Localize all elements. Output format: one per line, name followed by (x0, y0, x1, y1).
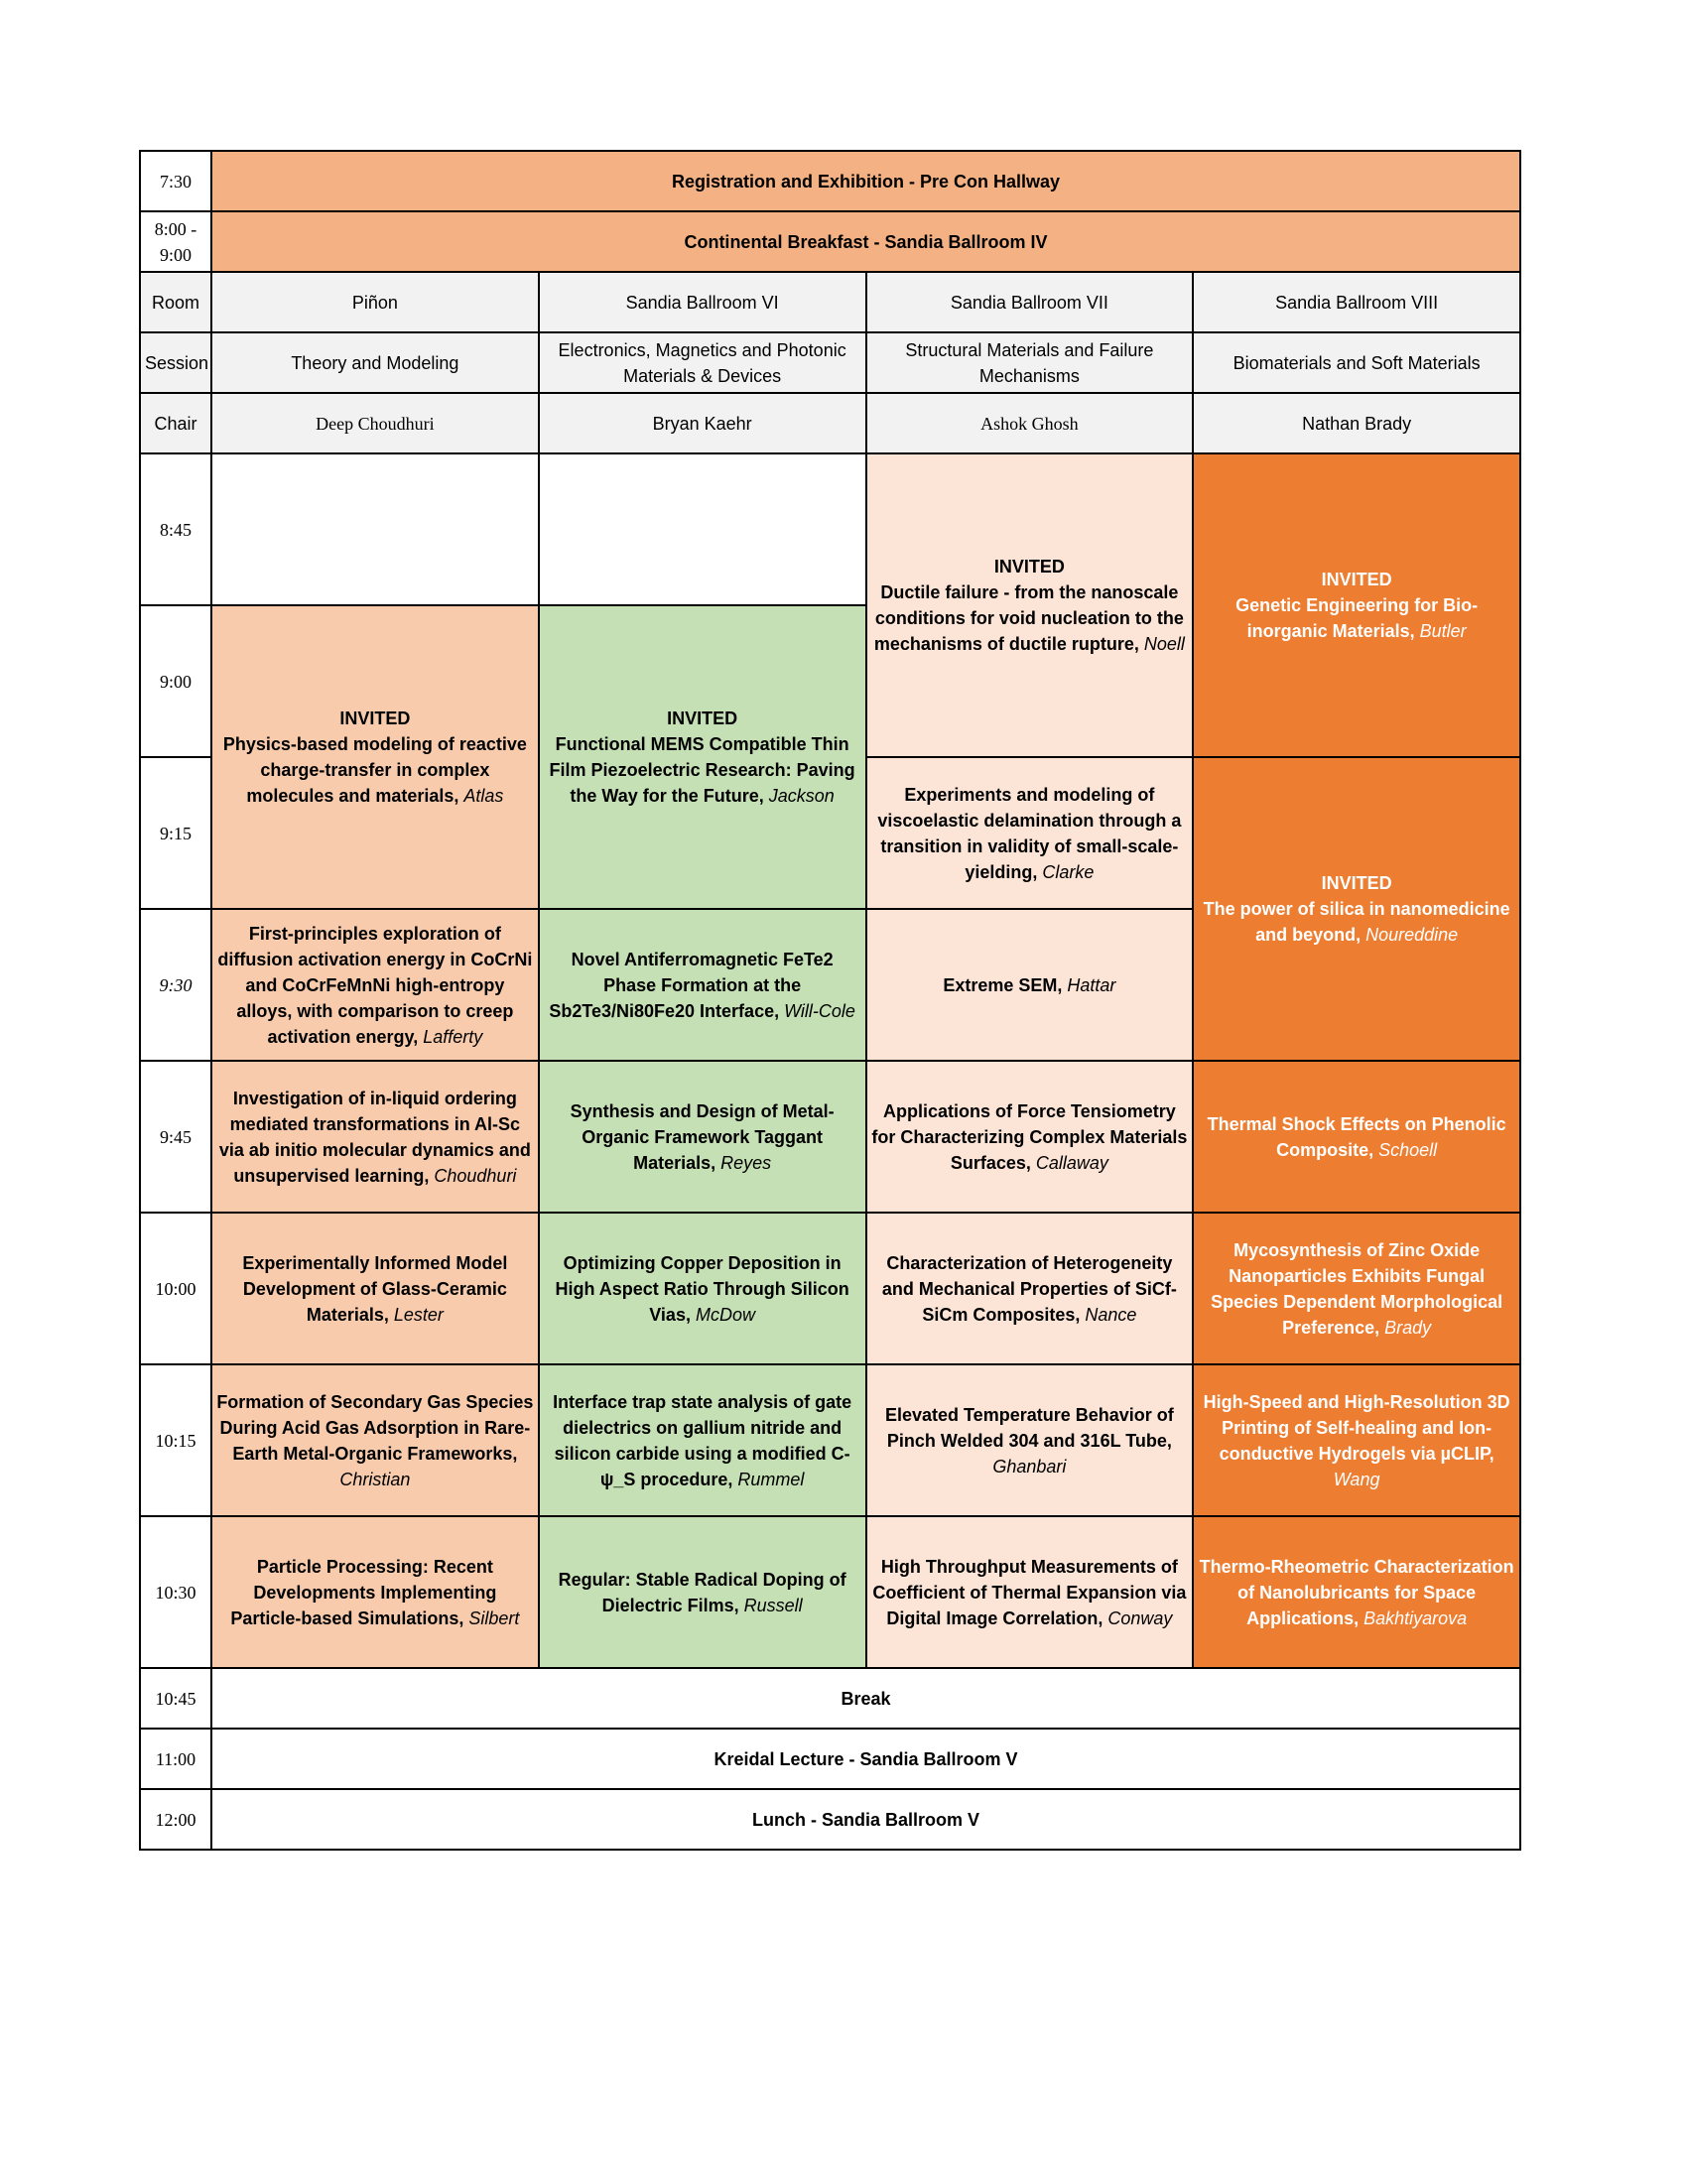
talk-author: Jackson (768, 786, 835, 806)
talk-entry (1198, 1111, 1515, 1163)
slot-row-1000 (140, 1213, 1520, 1364)
chair-row (140, 393, 1520, 453)
talk-author: Ghanbari (992, 1456, 1067, 1477)
talk-title: Thermal Shock Effects on Phenolic Composite, (1207, 1113, 1506, 1160)
talk-entry (544, 1098, 861, 1176)
talk-cell (211, 1213, 539, 1364)
talk-cell (866, 453, 1194, 757)
talk-cell (211, 605, 539, 909)
talk-title: Physics-based modeling of reactive charge-transfer in complex molecules and materials, (222, 734, 527, 806)
talk-author: Noureddine (1365, 925, 1459, 945)
slot-row-1030 (140, 1516, 1520, 1668)
invited-label: INVITED (1321, 873, 1392, 893)
talk-title: Optimizing Copper Deposition in High Aspect Ratio Through Silicon Vias, (555, 1252, 849, 1325)
talk-author: Rummel (737, 1469, 805, 1489)
talk-title: High-Speed and High-Resolution 3D Printing of Self-healing and Ion-conductive Hydrogels via µCLIP, (1203, 1391, 1510, 1464)
talk-cell (1193, 1516, 1520, 1668)
breakfast-row (140, 211, 1520, 272)
talk-title: Investigation of in-liquid ordering mediated transformations in Al-Sc via ab initio molecular dynamics and unsupervised learning, (218, 1088, 531, 1186)
talk-entry (1198, 896, 1515, 948)
talk-title: Experiments and modeling of viscoelastic delamination through a transition in validity of small-scale-yielding, (877, 784, 1182, 882)
talk-author: Lester (393, 1304, 444, 1325)
schedule-table (139, 150, 1521, 1851)
registration-banner: Registration and Exhibition - Pre Con Hallway (211, 151, 1520, 211)
talk-entry (1198, 1389, 1515, 1492)
time-cell: 9:30 (140, 909, 211, 1061)
talk-cell (1193, 453, 1520, 757)
talk-cell (539, 1213, 866, 1364)
talk-cell (866, 1061, 1194, 1213)
time-cell: 9:00 (140, 605, 211, 757)
talk-title: Synthesis and Design of Metal-Organic Framework Taggant Materials, (570, 1100, 835, 1173)
talk-cell (866, 909, 1194, 1061)
talk-entry (871, 1554, 1189, 1631)
empty-cell (211, 453, 539, 605)
talk-cell (866, 757, 1194, 909)
talk-entry (216, 1554, 534, 1631)
talk-entry (216, 731, 534, 809)
talk-cell (1193, 1061, 1520, 1213)
talk-entry (216, 1250, 534, 1328)
talk-title: Interface trap state analysis of gate dielectrics on gallium nitride and silicon carbide using a modified C-ψ_S procedure, (553, 1391, 852, 1489)
talk-author: Russell (743, 1595, 803, 1615)
breakfast-banner: Continental Breakfast - Sandia Ballroom IV (211, 211, 1520, 272)
talk-cell (211, 1061, 539, 1213)
talk-entry (216, 921, 534, 1050)
talk-title: First-principles exploration of diffusion activation energy in CoCrNi and CoCrFeMnNi high-entropy alloys, with comparison to creep activation energy, (217, 923, 533, 1047)
talk-author: Bakhtiyarova (1363, 1607, 1468, 1628)
talk-cell (539, 1061, 866, 1213)
slot-row-845 (140, 453, 1520, 605)
talk-title: Particle Processing: Recent Developments Implementing Particle-based Simulations, (230, 1556, 497, 1628)
time-cell: 9:15 (140, 757, 211, 909)
talk-title: Applications of Force Tensiometry for Characterizing Complex Materials Surfaces, (871, 1100, 1188, 1173)
talk-author: Noell (1143, 634, 1185, 654)
time-cell: 10:45 (140, 1668, 211, 1729)
talk-author: Brady (1384, 1317, 1432, 1338)
time-cell: 10:15 (140, 1364, 211, 1516)
talk-author: Schoell (1378, 1139, 1438, 1160)
talk-author: Christian (339, 1469, 411, 1489)
empty-cell (539, 453, 866, 605)
talk-author: Reyes (720, 1152, 772, 1173)
room-name: Piñon (211, 272, 539, 332)
talk-entry (544, 1250, 861, 1328)
talk-title: Ductile failure - from the nanoscale conditions for void nucleation to the mechanisms of ductile rupture, (873, 582, 1184, 654)
talk-author: Atlas (463, 786, 504, 806)
talk-cell (211, 909, 539, 1061)
registration-row (140, 151, 1520, 211)
talk-cell (866, 1213, 1194, 1364)
talk-title: Thermo-Rheometric Characterization of Nanolubricants for Space Applications, (1199, 1556, 1514, 1628)
talk-title: Elevated Temperature Behavior of Pinch Welded 304 and 316L Tube, (884, 1404, 1174, 1451)
lunch-row (140, 1789, 1520, 1850)
talk-entry (544, 731, 861, 809)
session-name: Electronics, Magnetics and Photonic Materials & Devices (539, 332, 866, 393)
talk-author: McDow (695, 1304, 755, 1325)
room-name: Sandia Ballroom VI (539, 272, 866, 332)
talk-title: Novel Antiferromagnetic FeTe2 Phase Formation at the Sb2Te3/Ni80Fe20 Interface, (549, 949, 834, 1021)
lecture-row (140, 1729, 1520, 1789)
talk-cell (539, 1516, 866, 1668)
talk-title: High Throughput Measurements of Coefficient of Thermal Expansion via Digital Image Correlation, (872, 1556, 1187, 1628)
session-label: Session (140, 332, 211, 393)
chair-name: Deep Choudhuri (211, 393, 539, 453)
talk-entry (216, 1389, 534, 1492)
talk-title: Functional MEMS Compatible Thin Film Piezoelectric Research: Paving the Way for the Future, (549, 734, 855, 806)
talk-entry (871, 1402, 1189, 1479)
talk-author: Will-Cole (784, 1000, 855, 1021)
talk-author: Wang (1333, 1469, 1380, 1489)
session-name: Theory and Modeling (211, 332, 539, 393)
talk-cell (866, 1516, 1194, 1668)
talk-title: Regular: Stable Radical Doping of Dielectric Films, (558, 1569, 846, 1615)
talk-author: Choudhuri (434, 1165, 517, 1186)
talk-entry (871, 579, 1189, 657)
talk-cell (1193, 757, 1520, 1061)
room-row (140, 272, 1520, 332)
time-cell: 10:30 (140, 1516, 211, 1668)
time-cell: 10:00 (140, 1213, 211, 1364)
room-label: Room (140, 272, 211, 332)
talk-cell (539, 1364, 866, 1516)
session-name: Structural Materials and Failure Mechanisms (866, 332, 1194, 393)
chair-label: Chair (140, 393, 211, 453)
talk-author: Callaway (1035, 1152, 1108, 1173)
time-cell: 11:00 (140, 1729, 211, 1789)
chair-name: Bryan Kaehr (539, 393, 866, 453)
slot-row-1015 (140, 1364, 1520, 1516)
talk-author: Butler (1419, 621, 1467, 641)
talk-title: Mycosynthesis of Zinc Oxide Nanoparticles Exhibits Fungal Species Dependent Morphological Preference, (1211, 1239, 1503, 1338)
talk-entry (871, 782, 1189, 885)
time-cell: 12:00 (140, 1789, 211, 1850)
talk-cell (539, 605, 866, 909)
slot-row-945 (140, 1061, 1520, 1213)
talk-entry (871, 972, 1189, 998)
room-name: Sandia Ballroom VIII (1193, 272, 1520, 332)
invited-label: INVITED (339, 708, 411, 728)
time-cell: 8:45 (140, 453, 211, 605)
talk-entry (1198, 1554, 1515, 1631)
talk-author: Clarke (1042, 861, 1095, 882)
talk-entry (544, 1389, 861, 1492)
break-row (140, 1668, 1520, 1729)
talk-entry (216, 1086, 534, 1189)
talk-author: Conway (1107, 1607, 1173, 1628)
talk-cell (211, 1364, 539, 1516)
talk-cell (866, 1364, 1194, 1516)
break-banner: Break (211, 1668, 1520, 1729)
lunch-banner: Lunch - Sandia Ballroom V (211, 1789, 1520, 1850)
talk-entry (544, 1567, 861, 1618)
talk-title: Genetic Engineering for Bio-inorganic Materials, (1235, 595, 1479, 641)
talk-author: Hattar (1067, 974, 1116, 995)
lecture-banner: Kreidal Lecture - Sandia Ballroom V (211, 1729, 1520, 1789)
time-cell: 7:30 (140, 151, 211, 211)
talk-entry (1198, 1237, 1515, 1341)
invited-label: INVITED (667, 708, 738, 728)
talk-title: Extreme SEM, (943, 974, 1068, 995)
talk-title: The power of silica in nanomedicine and beyond, (1203, 899, 1510, 945)
talk-cell (1193, 1213, 1520, 1364)
time-cell: 9:45 (140, 1061, 211, 1213)
talk-entry (544, 947, 861, 1024)
talk-author: Silbert (468, 1607, 520, 1628)
talk-author: Nance (1085, 1304, 1137, 1325)
talk-entry (871, 1250, 1189, 1328)
talk-title: Experimentally Informed Model Development of Glass-Ceramic Materials, (242, 1252, 508, 1325)
time-cell: 8:00 - 9:00 (140, 211, 211, 272)
talk-author: Lafferty (423, 1026, 483, 1047)
room-name: Sandia Ballroom VII (866, 272, 1194, 332)
chair-name: Nathan Brady (1193, 393, 1520, 453)
session-name: Biomaterials and Soft Materials (1193, 332, 1520, 393)
session-row (140, 332, 1520, 393)
talk-title: Formation of Secondary Gas Species During Acid Gas Adsorption in Rare-Earth Metal-Organic Frameworks, (216, 1391, 534, 1464)
talk-cell (211, 1516, 539, 1668)
talk-cell (1193, 1364, 1520, 1516)
talk-title: Characterization of Heterogeneity and Mechanical Properties of SiCf-SiCm Composites, (881, 1252, 1177, 1325)
invited-label: INVITED (993, 557, 1065, 577)
invited-label: INVITED (1321, 570, 1392, 589)
talk-entry (1198, 592, 1515, 644)
talk-cell (539, 909, 866, 1061)
chair-name: Ashok Ghosh (866, 393, 1194, 453)
talk-entry (871, 1098, 1189, 1176)
